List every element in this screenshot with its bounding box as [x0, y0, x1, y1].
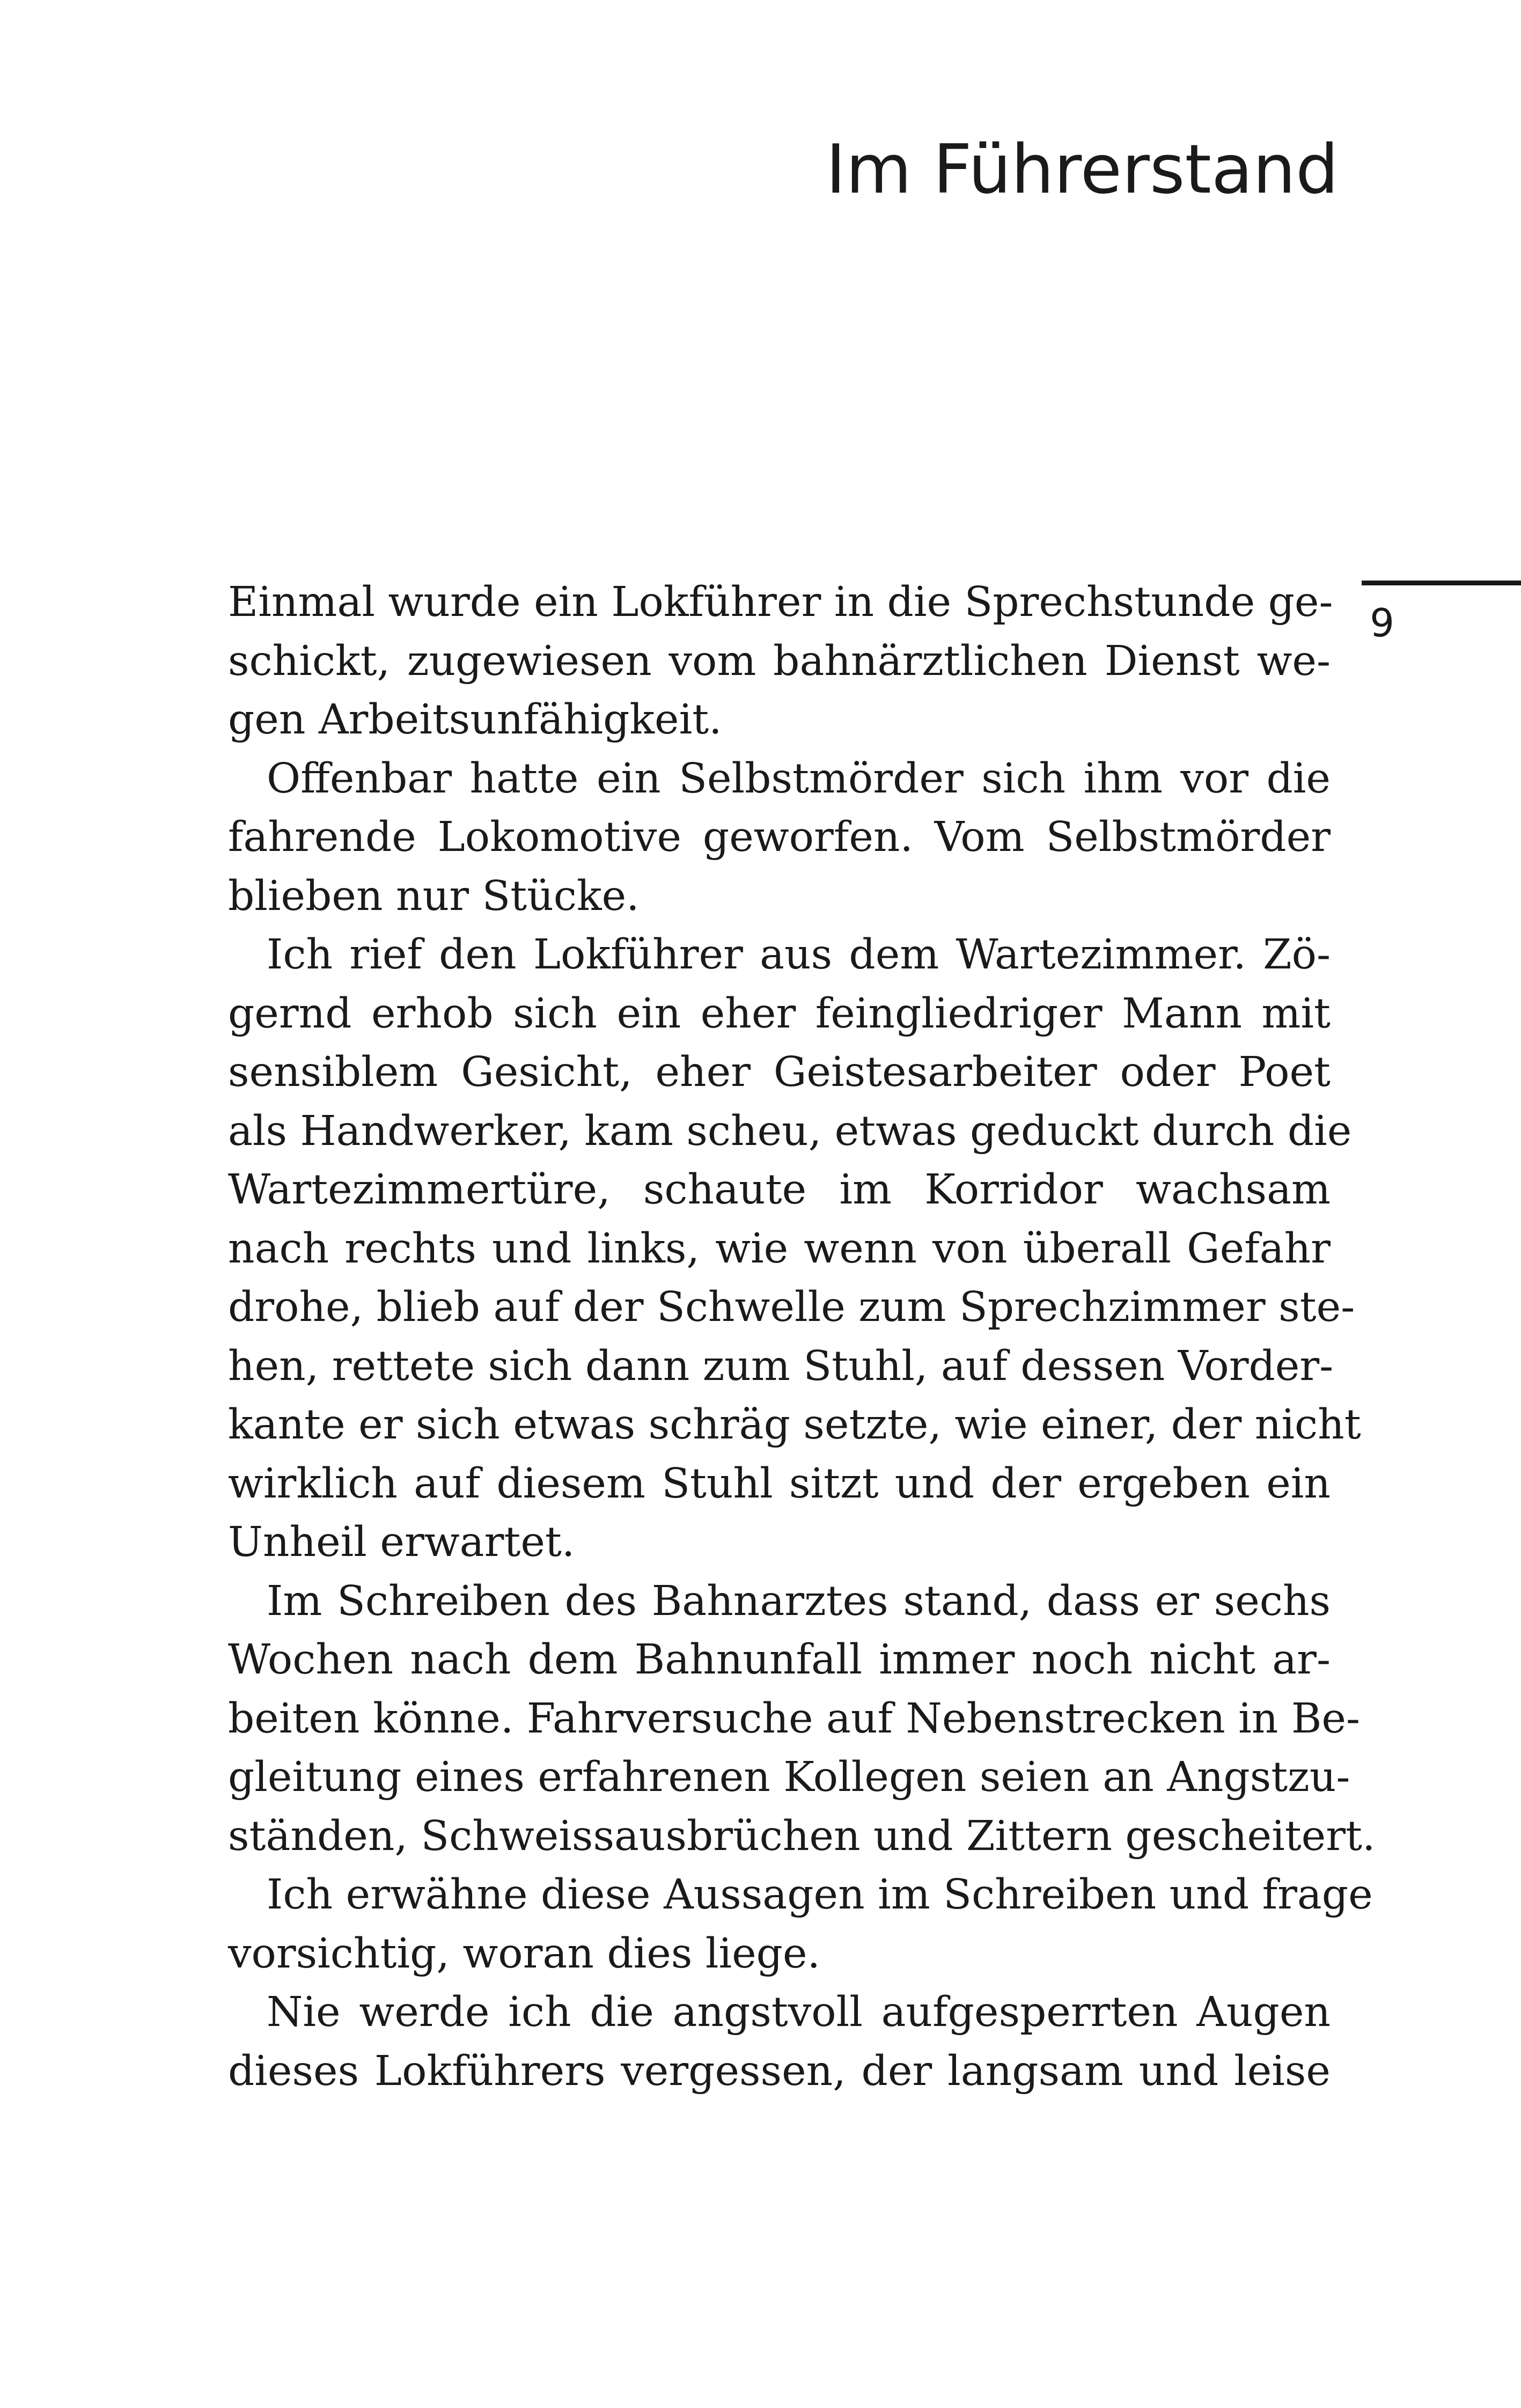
text-line: fahrende Lokomotive geworfen. Vom Selbstmörder — [228, 813, 1331, 861]
text-line: ständen, Schweissausbrüchen und Zittern gescheitert. — [228, 1812, 1376, 1860]
chapter-title: Im Führerstand — [826, 130, 1339, 209]
paragraph-1 — [228, 573, 1331, 750]
body-text — [228, 573, 1376, 2101]
text-line: Ich rief den Lokführer aus dem Wartezimmer. Zö- — [267, 931, 1331, 979]
text-line: beiten könne. Fahrversuche auf Nebenstrecken in Be- — [228, 1694, 1361, 1743]
text-line: drohe, blieb auf der Schwelle zum Sprechzimmer ste- — [228, 1283, 1355, 1331]
text-line: Im Schreiben des Bahnarztes stand, dass er sechs — [267, 1577, 1331, 1625]
text-line: gen Arbeitsunfähigkeit. — [228, 696, 722, 744]
text-line: Wartezimmertüre, schaute im Korridor wachsam — [228, 1166, 1331, 1214]
text-line: wirklich auf diesem Stuhl sitzt und der ergeben ein — [228, 1459, 1331, 1508]
text-line: nach rechts und links, wie wenn von überall Gefahr — [228, 1224, 1331, 1273]
text-line: gleitung eines erfahrenen Kollegen seien an Angstzu- — [228, 1753, 1350, 1801]
page-number-rule — [1362, 581, 1521, 585]
text-line: als Handwerker, kam scheu, etwas geduckt durch die — [228, 1107, 1352, 1155]
paragraph-4 — [228, 1572, 1376, 1866]
text-line: sensiblem Gesicht, eher Geistesarbeiter oder Poet — [228, 1048, 1331, 1096]
text-line: Ich erwähne diese Aussagen im Schreiben und frage — [267, 1871, 1373, 1919]
text-line: kante er sich etwas schräg setzte, wie einer, der nicht — [228, 1401, 1361, 1449]
paragraph-2 — [228, 750, 1331, 926]
text-line: hen, rettete sich dann zum Stuhl, auf dessen Vorder- — [228, 1342, 1334, 1390]
paragraph-5 — [228, 1866, 1373, 1983]
text-line: gernd erhob sich ein eher feingliedriger Mann mit — [228, 989, 1331, 1038]
text-line: Unheil erwartet. — [228, 1518, 575, 1566]
text-line: schickt, zugewiesen vom bahnärztlichen Dienst we- — [228, 637, 1331, 685]
text-line: Wochen nach dem Bahnunfall immer noch nicht ar- — [228, 1636, 1331, 1684]
text-line: Einmal wurde ein Lokführer in die Sprechstunde ge- — [228, 578, 1333, 626]
page-number: 9 — [1370, 600, 1394, 645]
text-line: vorsichtig, woran dies liege. — [228, 1929, 821, 1978]
text-line: Nie werde ich die angstvoll aufgesperrten Augen — [267, 1988, 1331, 2036]
paragraph-6 — [228, 1983, 1331, 2101]
text-line: dieses Lokführers vergessen, der langsam und leise — [228, 2047, 1331, 2095]
paragraph-3 — [228, 926, 1361, 1572]
text-line: blieben nur Stücke. — [228, 872, 640, 920]
text-line: Offenbar hatte ein Selbstmörder sich ihm vor die — [267, 754, 1331, 803]
